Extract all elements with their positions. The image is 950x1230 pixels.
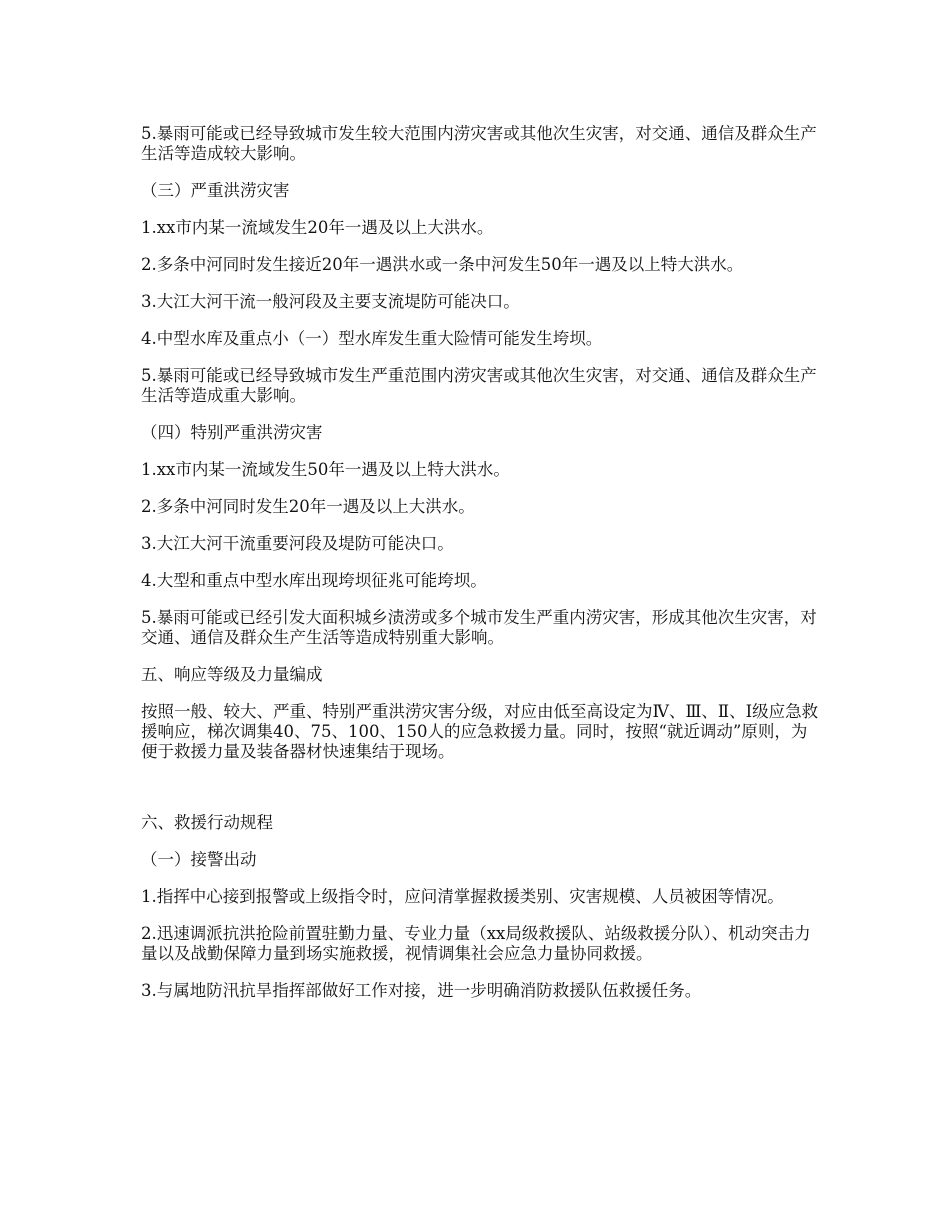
paragraph: 3.大江大河干流重要河段及堤防可能决口。 bbox=[141, 534, 454, 553]
paragraph: 按照一般、较大、严重、特别严重洪涝灾害分级，对应由低至高设定为Ⅳ、Ⅲ、Ⅱ、Ⅰ级应急救援响应，梯次调集40、75、100、150人的应急救援力量。同时，按照“就近调动”原则，为便于救援力量及装备器材快速集结于现场。 bbox=[141, 702, 819, 761]
chapter-heading: 六、救援行动规程 bbox=[141, 813, 273, 832]
paragraph: 1.指挥中心接到报警或上级指令时，应问清掌握救援类别、灾害规模、人员被困等情况。 bbox=[141, 887, 784, 906]
paragraph: 4.大型和重点中型水库出现垮坝征兆可能垮坝。 bbox=[141, 571, 487, 590]
paragraph: 5.暴雨可能或已经引发大面积城乡渍涝或多个城市发生严重内涝灾害，形成其他次生灾害，对交通、通信及群众生产生活等造成特别重大影响。 bbox=[141, 608, 817, 647]
paragraph: 1.xx市内某一流域发生50年一遇及以上特大洪水。 bbox=[141, 460, 510, 479]
paragraph: 5.暴雨可能或已经导致城市发生严重范围内涝灾害或其他次生灾害，对交通、通信及群众生产生活等造成重大影响。 bbox=[141, 366, 817, 405]
paragraph: 2.多条中河同时发生接近20年一遇洪水或一条中河发生50年一遇及以上特大洪水。 bbox=[141, 255, 744, 274]
paragraph: 1.xx市内某一流域发生20年一遇及以上大洪水。 bbox=[141, 218, 494, 237]
section-heading: （一）接警出动 bbox=[141, 850, 257, 869]
spacer bbox=[141, 779, 821, 813]
document-page bbox=[141, 124, 821, 1018]
section-heading: （三）严重洪涝灾害 bbox=[141, 181, 290, 200]
section-heading: （四）特别严重洪涝灾害 bbox=[141, 423, 323, 442]
paragraph: 4.中型水库及重点小（一）型水库发生重大险情可能发生垮坝。 bbox=[141, 329, 603, 348]
paragraph: 3.与属地防汛抗旱指挥部做好工作对接，进一步明确消防救援队伍救援任务。 bbox=[141, 981, 702, 1000]
chapter-heading: 五、响应等级及力量编成 bbox=[141, 665, 323, 684]
paragraph: 2.多条中河同时发生20年一遇及以上大洪水。 bbox=[141, 497, 475, 516]
paragraph: 3.大江大河干流一般河段及主要支流堤防可能决口。 bbox=[141, 292, 520, 311]
paragraph: 2.迅速调派抗洪抢险前置驻勤力量、专业力量（xx局级救援队、站级救援分队）、机动突击力量以及战勤保障力量到场实施救援，视情调集社会应急力量协同救援。 bbox=[141, 924, 811, 963]
paragraph: 5.暴雨可能或已经导致城市发生较大范围内涝灾害或其他次生灾害，对交通、通信及群众生产生活等造成较大影响。 bbox=[141, 124, 817, 163]
